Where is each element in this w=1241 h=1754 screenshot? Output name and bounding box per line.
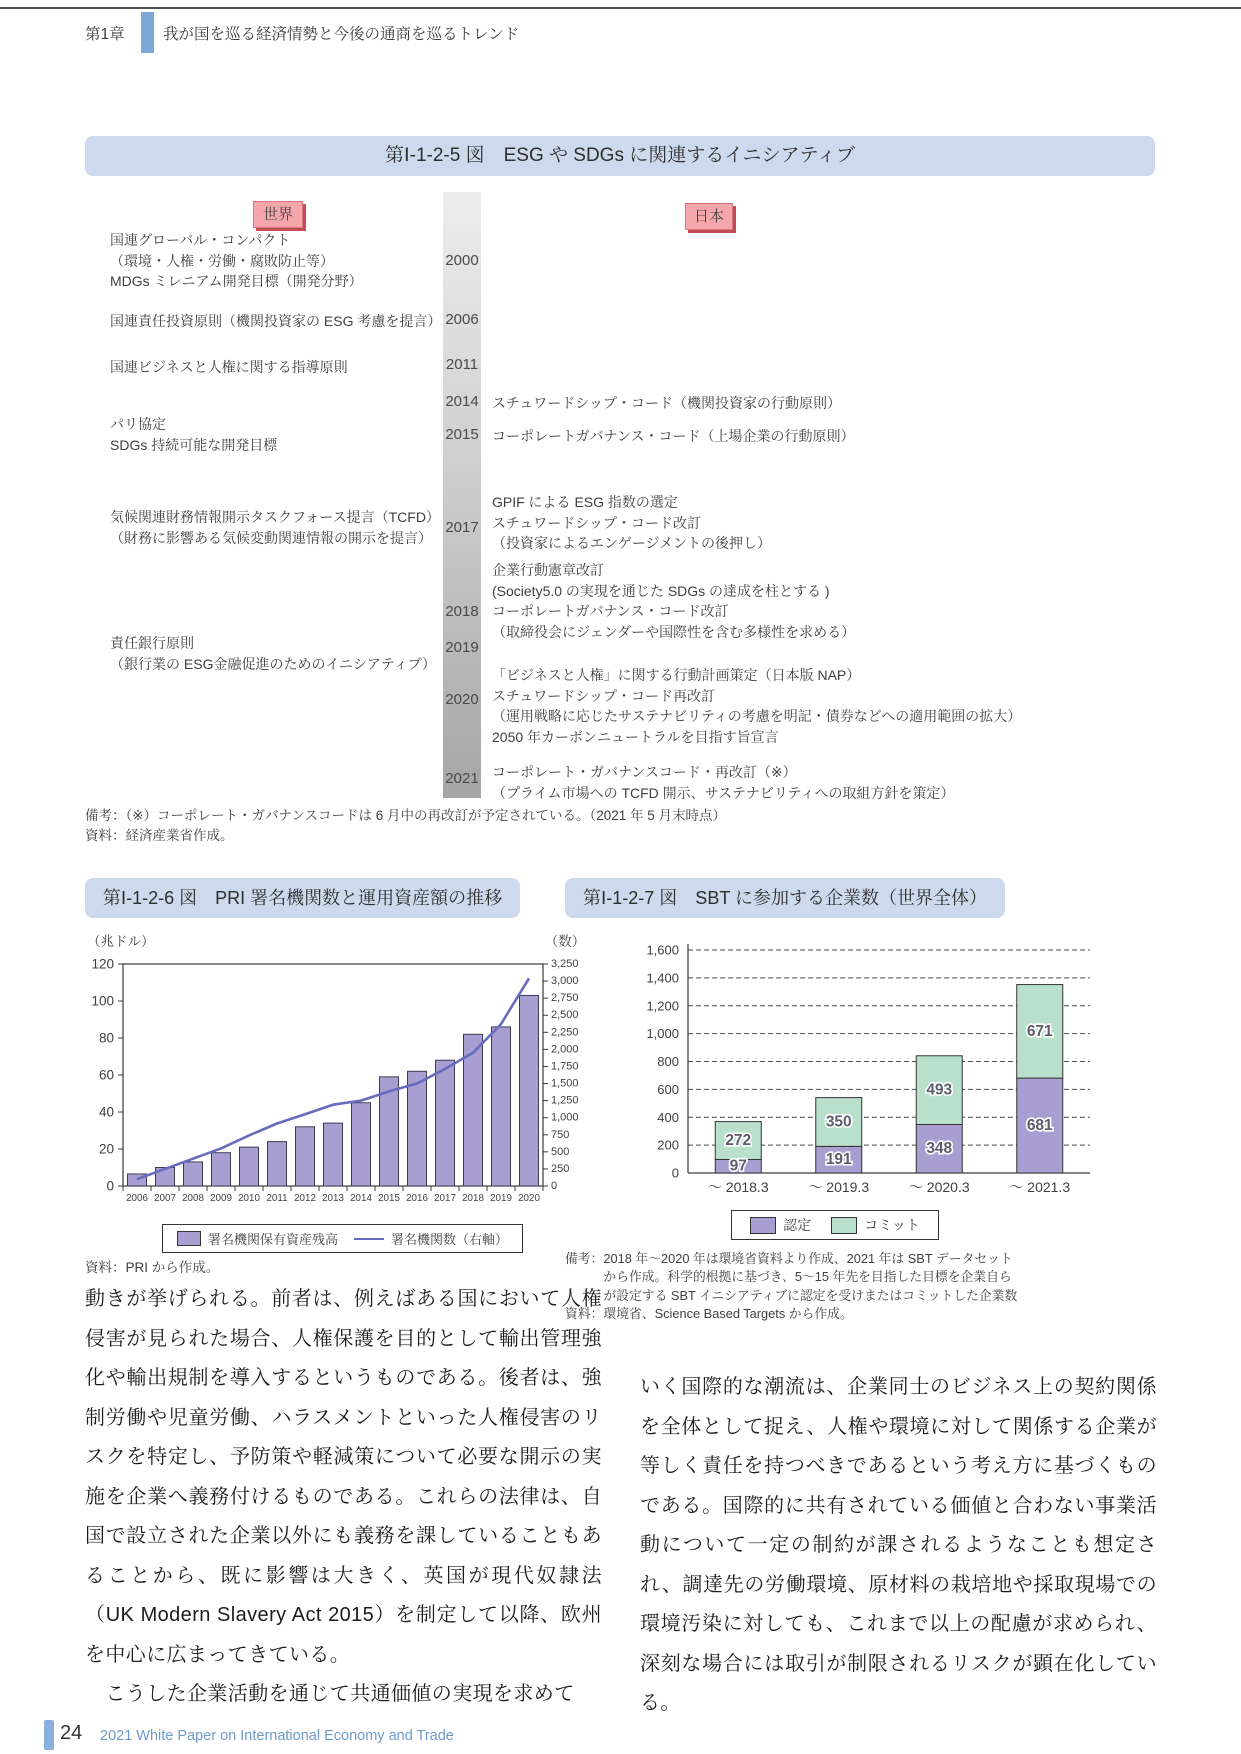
y-tick-label: 400 xyxy=(657,1109,679,1125)
legend-label: 認定 xyxy=(783,1217,812,1233)
timeline-entry-line: コーポレートガバナンス・コード改訂 xyxy=(492,603,729,619)
body-column-right xyxy=(640,1368,1157,1724)
x-tick-label: 2011 xyxy=(266,1193,288,1204)
pri-bar xyxy=(240,1147,259,1186)
pri-bar xyxy=(324,1123,343,1186)
timeline-entry-line: 2050 年カーボンニュートラルを目指す旨宣言 xyxy=(492,728,779,745)
x-category-label: ～ 2019.3 xyxy=(808,1179,870,1195)
x-tick-label: 2019 xyxy=(490,1193,512,1204)
sbt-chart xyxy=(565,938,1105,1208)
legend-item-signatories xyxy=(354,1229,508,1248)
timeline-entry xyxy=(492,393,841,414)
left-tick-label: 20 xyxy=(98,1141,114,1157)
pri-chart-legend xyxy=(85,1224,600,1253)
timeline-entry xyxy=(492,560,855,642)
left-axis-caption: （兆ドル） xyxy=(87,934,155,949)
body-paragraph: いく国際的な潮流は、企業同士のビジネス上の契約関係を全体として捉え、人権や環境に対して関係する企業が等しく責任を持つべきであるという考え方に基づくものである。国際的に共有されている価値と合わない事業活動について一定の制約が課されるようなことも想定され、調達先の労働環境、原材料の栽培地や採取現場での環境汚染に対しても、これまで以上の配慮が求められ、深刻な場合には取引が制限されるリスクが顕在化している。 xyxy=(640,1376,1157,1714)
left-tick-label: 100 xyxy=(91,993,114,1009)
legend-label: 署名機関保有資産残高 xyxy=(207,1232,338,1247)
figure5-note-line: 資料：経済産業省作成。 xyxy=(85,828,234,843)
world-tag: 世界 xyxy=(253,201,303,228)
timeline-entry xyxy=(492,762,954,803)
timeline-entry-line: 責任銀行原則 xyxy=(110,635,194,651)
line-swatch-icon xyxy=(354,1238,384,1240)
y-tick-label: 1,600 xyxy=(646,942,679,958)
figure7-title: 第Ⅰ-1-2-7 図 SBT に参加する企業数（世界全体） xyxy=(565,878,1005,918)
x-tick-label: 2020 xyxy=(518,1193,540,1204)
pri-chart-source: 資料：PRI から作成。 xyxy=(85,1260,220,1275)
timeline-entry-line: コーポレートガバナンス・コード（上場企業の行動原則） xyxy=(492,428,855,444)
timeline-year-label: 2019 xyxy=(445,639,479,656)
x-tick-label: 2014 xyxy=(350,1193,372,1204)
legend-label: コミット xyxy=(864,1217,920,1233)
timeline-entry-line: 気候関連財務情報開示タスクフォース提言（TCFD） xyxy=(110,509,440,525)
right-axis-caption: （数） xyxy=(544,934,586,949)
pri-bar xyxy=(212,1153,231,1186)
japan-tag: 日本 xyxy=(685,203,733,230)
timeline-year-label: 2018 xyxy=(445,603,479,620)
timeline-entry xyxy=(110,357,348,378)
timeline-entry-line: スチュワードシップ・コード再改訂 xyxy=(492,687,716,704)
certified-swatch-icon xyxy=(750,1217,776,1234)
x-category-label: ～ 2018.3 xyxy=(707,1179,769,1195)
x-tick-label: 2007 xyxy=(154,1193,176,1204)
pri-bar xyxy=(436,1060,455,1186)
x-tick-label: 2006 xyxy=(126,1193,148,1204)
x-category-label: ～ 2021.3 xyxy=(1009,1179,1071,1195)
left-tick-label: 120 xyxy=(91,956,114,972)
body-column-left xyxy=(85,1280,602,1715)
chapter-accent-bar xyxy=(141,12,154,53)
timeline-entry xyxy=(110,230,363,292)
x-tick-label: 2015 xyxy=(378,1193,400,1204)
pri-bar xyxy=(408,1071,427,1186)
timeline-entry-line: 国連ビジネスと人権に関する指導原則 xyxy=(110,359,348,375)
right-tick-label: 250 xyxy=(551,1162,570,1175)
timeline-entry-line: 「ビジネスと人権」に関する行動計画策定（日本版 NAP） xyxy=(492,667,861,683)
timeline-entry-line: （プライム市場への TCFD 開示、サステナビリティへの取組方針を策定） xyxy=(492,784,955,801)
sbt-chart-notes xyxy=(565,1250,1023,1324)
right-tick-label: 1,000 xyxy=(551,1111,579,1124)
pri-chart xyxy=(85,918,600,1218)
timeline-year-label: 2011 xyxy=(445,356,479,373)
timeline-entry-line: コーポレート・ガバナンスコード・再改訂（※） xyxy=(492,764,797,780)
x-tick-label: 2009 xyxy=(210,1193,232,1204)
sbt-source: 資料：環境省、Science Based Targets から作成。 xyxy=(565,1306,853,1322)
figure5-notes xyxy=(85,806,726,846)
sbt-value-label: 681 xyxy=(1026,1117,1053,1135)
timeline-year-label: 2017 xyxy=(445,519,479,536)
right-tick-label: 500 xyxy=(551,1145,570,1158)
sbt-legend-box xyxy=(731,1210,939,1240)
legend-label: 署名機関数（右軸） xyxy=(391,1232,509,1247)
timeline-year-label: 2015 xyxy=(445,426,479,443)
timeline-year-label: 2014 xyxy=(445,393,479,410)
right-tick-label: 1,750 xyxy=(551,1060,579,1073)
timeline-entry xyxy=(492,665,1021,747)
left-tick-label: 40 xyxy=(98,1104,114,1120)
committed-swatch-icon xyxy=(831,1217,857,1234)
y-tick-label: 200 xyxy=(657,1137,679,1153)
bar-swatch-icon xyxy=(177,1231,201,1246)
x-tick-label: 2018 xyxy=(462,1193,484,1204)
legend-item-assets xyxy=(177,1229,338,1248)
left-tick-label: 80 xyxy=(98,1030,114,1046)
body-paragraph: 動きが挙げられる。前者は、例えばある国において人権侵害が見られた場合、人権保護を目的として輸出管理強化や輸出規制を導入するというものである。後者は、強制労働や児童労働、ハラスメントといった人権侵害のリスクを特定し、予防策や軽減策について必要な開示の実施を企業へ義務付けるものである。これらの法律は、自国で設立された企業以外にも義務を課していることもあることから、既に影響は大きく、英国が現代奴隷法（UK Modern Slavery Act 2015）を制定して以降、欧州を中心に広まってきている。 xyxy=(85,1288,602,1666)
sbt-value-label: 272 xyxy=(725,1132,752,1150)
timeline-entry-line: （環境・人権・労働・腐敗防止等） xyxy=(110,252,334,269)
sbt-value-label: 493 xyxy=(926,1081,953,1099)
x-tick-label: 2012 xyxy=(294,1193,316,1204)
timeline-entry-line: GPIF による ESG 指数の選定 xyxy=(492,494,678,510)
sbt-value-label: 350 xyxy=(825,1113,852,1131)
sbt-note: 備考：2018 年～2020 年は環境省資料より作成、2021 年は SBT データセットから作成。科学的根拠に基づき、5～15 年先を目指した目標を企業自らが設定する SBT イニシアティブに認定を受けまたはコミットした企業数 xyxy=(565,1251,1018,1303)
pri-bar xyxy=(520,995,539,1186)
pri-bar xyxy=(352,1103,371,1186)
timeline-entry-line: （取締役会にジェンダーや国際性を含む多様性を求める） xyxy=(492,623,856,640)
pri-bar xyxy=(492,1027,511,1186)
sbt-chart-legend xyxy=(565,1210,1105,1240)
body-paragraph: こうした企業活動を通じて共通価値の実現を求めて xyxy=(85,1683,575,1705)
pri-bar xyxy=(296,1127,315,1186)
timeline-entry-line: （投資家によるエンゲージメントの後押し） xyxy=(492,535,772,551)
pri-bar xyxy=(184,1162,203,1186)
figure5-note-line: 備考：（※）コーポレート・ガバナンスコードは 6 月中の再改訂が予定されている。（2021 年 5 月末時点） xyxy=(85,808,727,823)
timeline-entry-line: （財務に影響ある気候変動関連情報の開示を提言） xyxy=(110,529,432,546)
right-tick-label: 2,250 xyxy=(551,1026,579,1039)
right-tick-label: 2,000 xyxy=(551,1043,579,1056)
timeline-entry-line: 国連グローバル・コンパクト xyxy=(110,232,291,248)
timeline-entry-line: SDGs 持続可能な開発目標 xyxy=(110,436,278,453)
timeline-entry-line: スチュワードシップ・コード改訂 xyxy=(492,514,702,531)
sbt-value-label: 348 xyxy=(926,1140,953,1158)
right-tick-label: 1,250 xyxy=(551,1094,579,1107)
chapter-number: 第1章 xyxy=(85,26,125,43)
pri-legend-box xyxy=(162,1224,523,1253)
legend-item-certified xyxy=(750,1215,811,1235)
timeline-entry-line: (Society5.0 の実現を通じた SDGs の達成を柱とする ) xyxy=(492,582,830,599)
footer-title: 2021 White Paper on International Economy and Trade xyxy=(100,1728,454,1744)
figure6-title: 第Ⅰ-1-2-6 図 PRI 署名機関数と運用資産額の推移 xyxy=(85,878,520,918)
timeline-entry-line: スチュワードシップ・コード（機関投資家の行動原則） xyxy=(492,395,842,411)
sbt-value-label: 671 xyxy=(1026,1022,1053,1040)
right-tick-label: 1,500 xyxy=(551,1077,579,1090)
x-tick-label: 2017 xyxy=(434,1193,456,1204)
y-tick-label: 800 xyxy=(657,1054,679,1069)
timeline-entry xyxy=(110,414,277,455)
timeline-entry xyxy=(110,633,436,674)
y-tick-label: 600 xyxy=(657,1081,679,1097)
timeline-entry-line: MDGs ミレニアム開発目標（開発分野） xyxy=(110,273,363,289)
right-tick-label: 750 xyxy=(551,1128,570,1141)
timeline-entry-line: パリ協定 xyxy=(110,416,166,432)
timeline-entry xyxy=(110,311,441,332)
y-tick-label: 1,400 xyxy=(646,970,679,986)
timeline-entry-line: 企業行動憲章改訂 xyxy=(492,562,604,578)
right-tick-label: 2,750 xyxy=(551,992,579,1005)
right-tick-label: 3,000 xyxy=(551,975,579,988)
pri-bar xyxy=(268,1142,287,1186)
sbt-value-label: 97 xyxy=(729,1157,747,1175)
sbt-value-label: 191 xyxy=(825,1151,852,1169)
right-tick-label: 3,250 xyxy=(551,958,579,970)
right-tick-label: 0 xyxy=(551,1180,558,1192)
y-tick-label: 0 xyxy=(671,1165,679,1181)
page-top-rule xyxy=(0,7,1241,9)
timeline-year-label: 2020 xyxy=(445,691,479,708)
footer-accent-bar xyxy=(44,1720,54,1750)
timeline-entry-line: （銀行業の ESG金融促進のためのイニシアティブ） xyxy=(110,655,436,672)
timeline-entry-line: 国連責任投資原則（機関投資家の ESG 考慮を提言） xyxy=(110,313,442,329)
timeline-year-label: 2006 xyxy=(445,311,479,328)
x-tick-label: 2010 xyxy=(238,1193,260,1204)
x-tick-label: 2008 xyxy=(182,1193,204,1204)
timeline-entry-line: （運用戦略に応じたサステナビリティの考慮を明記・債券などへの適用範囲の拡大） xyxy=(492,708,1022,724)
left-tick-label: 60 xyxy=(98,1067,114,1083)
x-tick-label: 2013 xyxy=(322,1193,344,1204)
x-tick-label: 2016 xyxy=(406,1193,428,1204)
x-category-label: ～ 2020.3 xyxy=(908,1179,970,1195)
timeline-year-label: 2021 xyxy=(445,770,479,787)
timeline-entry xyxy=(492,426,854,447)
chapter-title: 我が国を巡る経済情勢と今後の通商を巡るトレンド xyxy=(163,26,520,43)
right-tick-label: 2,500 xyxy=(551,1009,579,1022)
legend-item-committed xyxy=(831,1215,920,1235)
timeline-entry xyxy=(492,492,771,554)
figure5-title: 第Ⅰ-1-2-5 図 ESG や SDGs に関連するイニシアティブ xyxy=(85,136,1155,176)
y-tick-label: 1,000 xyxy=(646,1026,679,1042)
page-number: 24 xyxy=(60,1722,83,1744)
y-tick-label: 1,200 xyxy=(646,998,679,1014)
timeline-year-label: 2000 xyxy=(445,252,479,269)
left-tick-label: 0 xyxy=(106,1178,114,1194)
timeline-entry xyxy=(110,507,440,548)
